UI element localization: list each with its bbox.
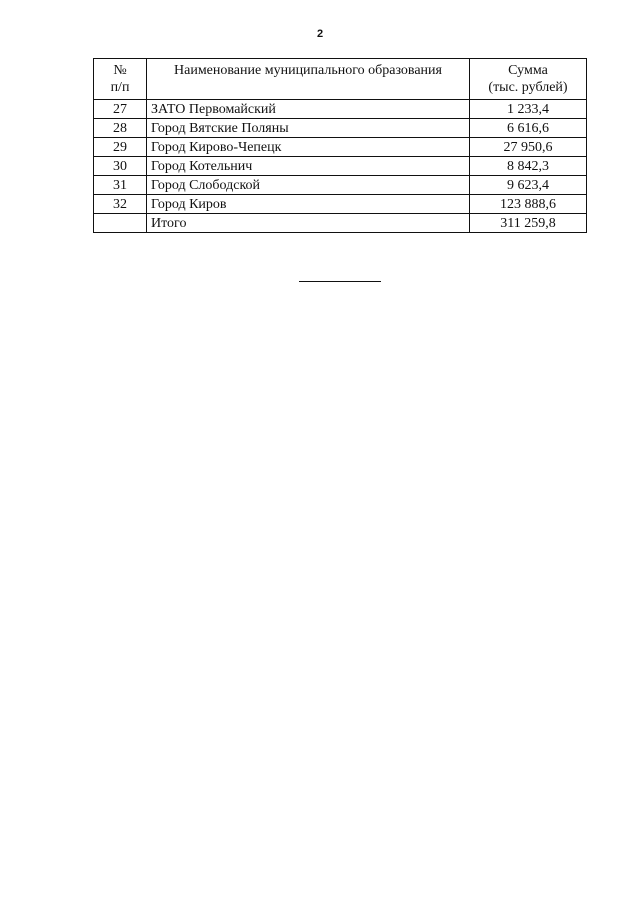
row-sum: 1 233,4 <box>470 100 587 119</box>
total-row <box>94 214 587 233</box>
row-number: 32 <box>94 195 147 214</box>
header-number <box>94 59 147 100</box>
table-row <box>94 138 587 157</box>
total-number <box>94 214 147 233</box>
page-number: 2 <box>316 28 324 40</box>
row-sum: 8 842,3 <box>470 157 587 176</box>
header-number-line1: № <box>113 63 127 78</box>
header-municipality: Наименование муниципального образования <box>147 59 470 100</box>
table-body <box>94 100 587 233</box>
row-sum: 9 623,4 <box>470 176 587 195</box>
table-row <box>94 157 587 176</box>
row-sum: 123 888,6 <box>470 195 587 214</box>
table-row <box>94 100 587 119</box>
table-row <box>94 195 587 214</box>
row-municipality: Город Котельнич <box>147 157 470 176</box>
table-row <box>94 119 587 138</box>
row-number: 29 <box>94 138 147 157</box>
row-municipality: Город Вятские Поляны <box>147 119 470 138</box>
header-number-line2: п/п <box>110 80 130 95</box>
row-municipality: ЗАТО Первомайский <box>147 100 470 119</box>
header-sum-line1: Сумма <box>508 63 548 78</box>
row-number: 28 <box>94 119 147 138</box>
budget-table <box>93 58 587 233</box>
row-number: 27 <box>94 100 147 119</box>
header-sum <box>470 59 587 100</box>
total-label: Итого <box>147 214 470 233</box>
row-sum: 6 616,6 <box>470 119 587 138</box>
row-sum: 27 950,6 <box>470 138 587 157</box>
table-header <box>94 59 587 100</box>
table-row <box>94 176 587 195</box>
row-number: 30 <box>94 157 147 176</box>
row-municipality: Город Слободской <box>147 176 470 195</box>
total-sum: 311 259,8 <box>470 214 587 233</box>
header-sum-line2: (тыс. рублей) <box>488 80 568 95</box>
row-municipality: Город Кирово-Чепецк <box>147 138 470 157</box>
row-municipality: Город Киров <box>147 195 470 214</box>
end-separator-line <box>299 281 381 282</box>
row-number: 31 <box>94 176 147 195</box>
header-row <box>94 59 587 100</box>
